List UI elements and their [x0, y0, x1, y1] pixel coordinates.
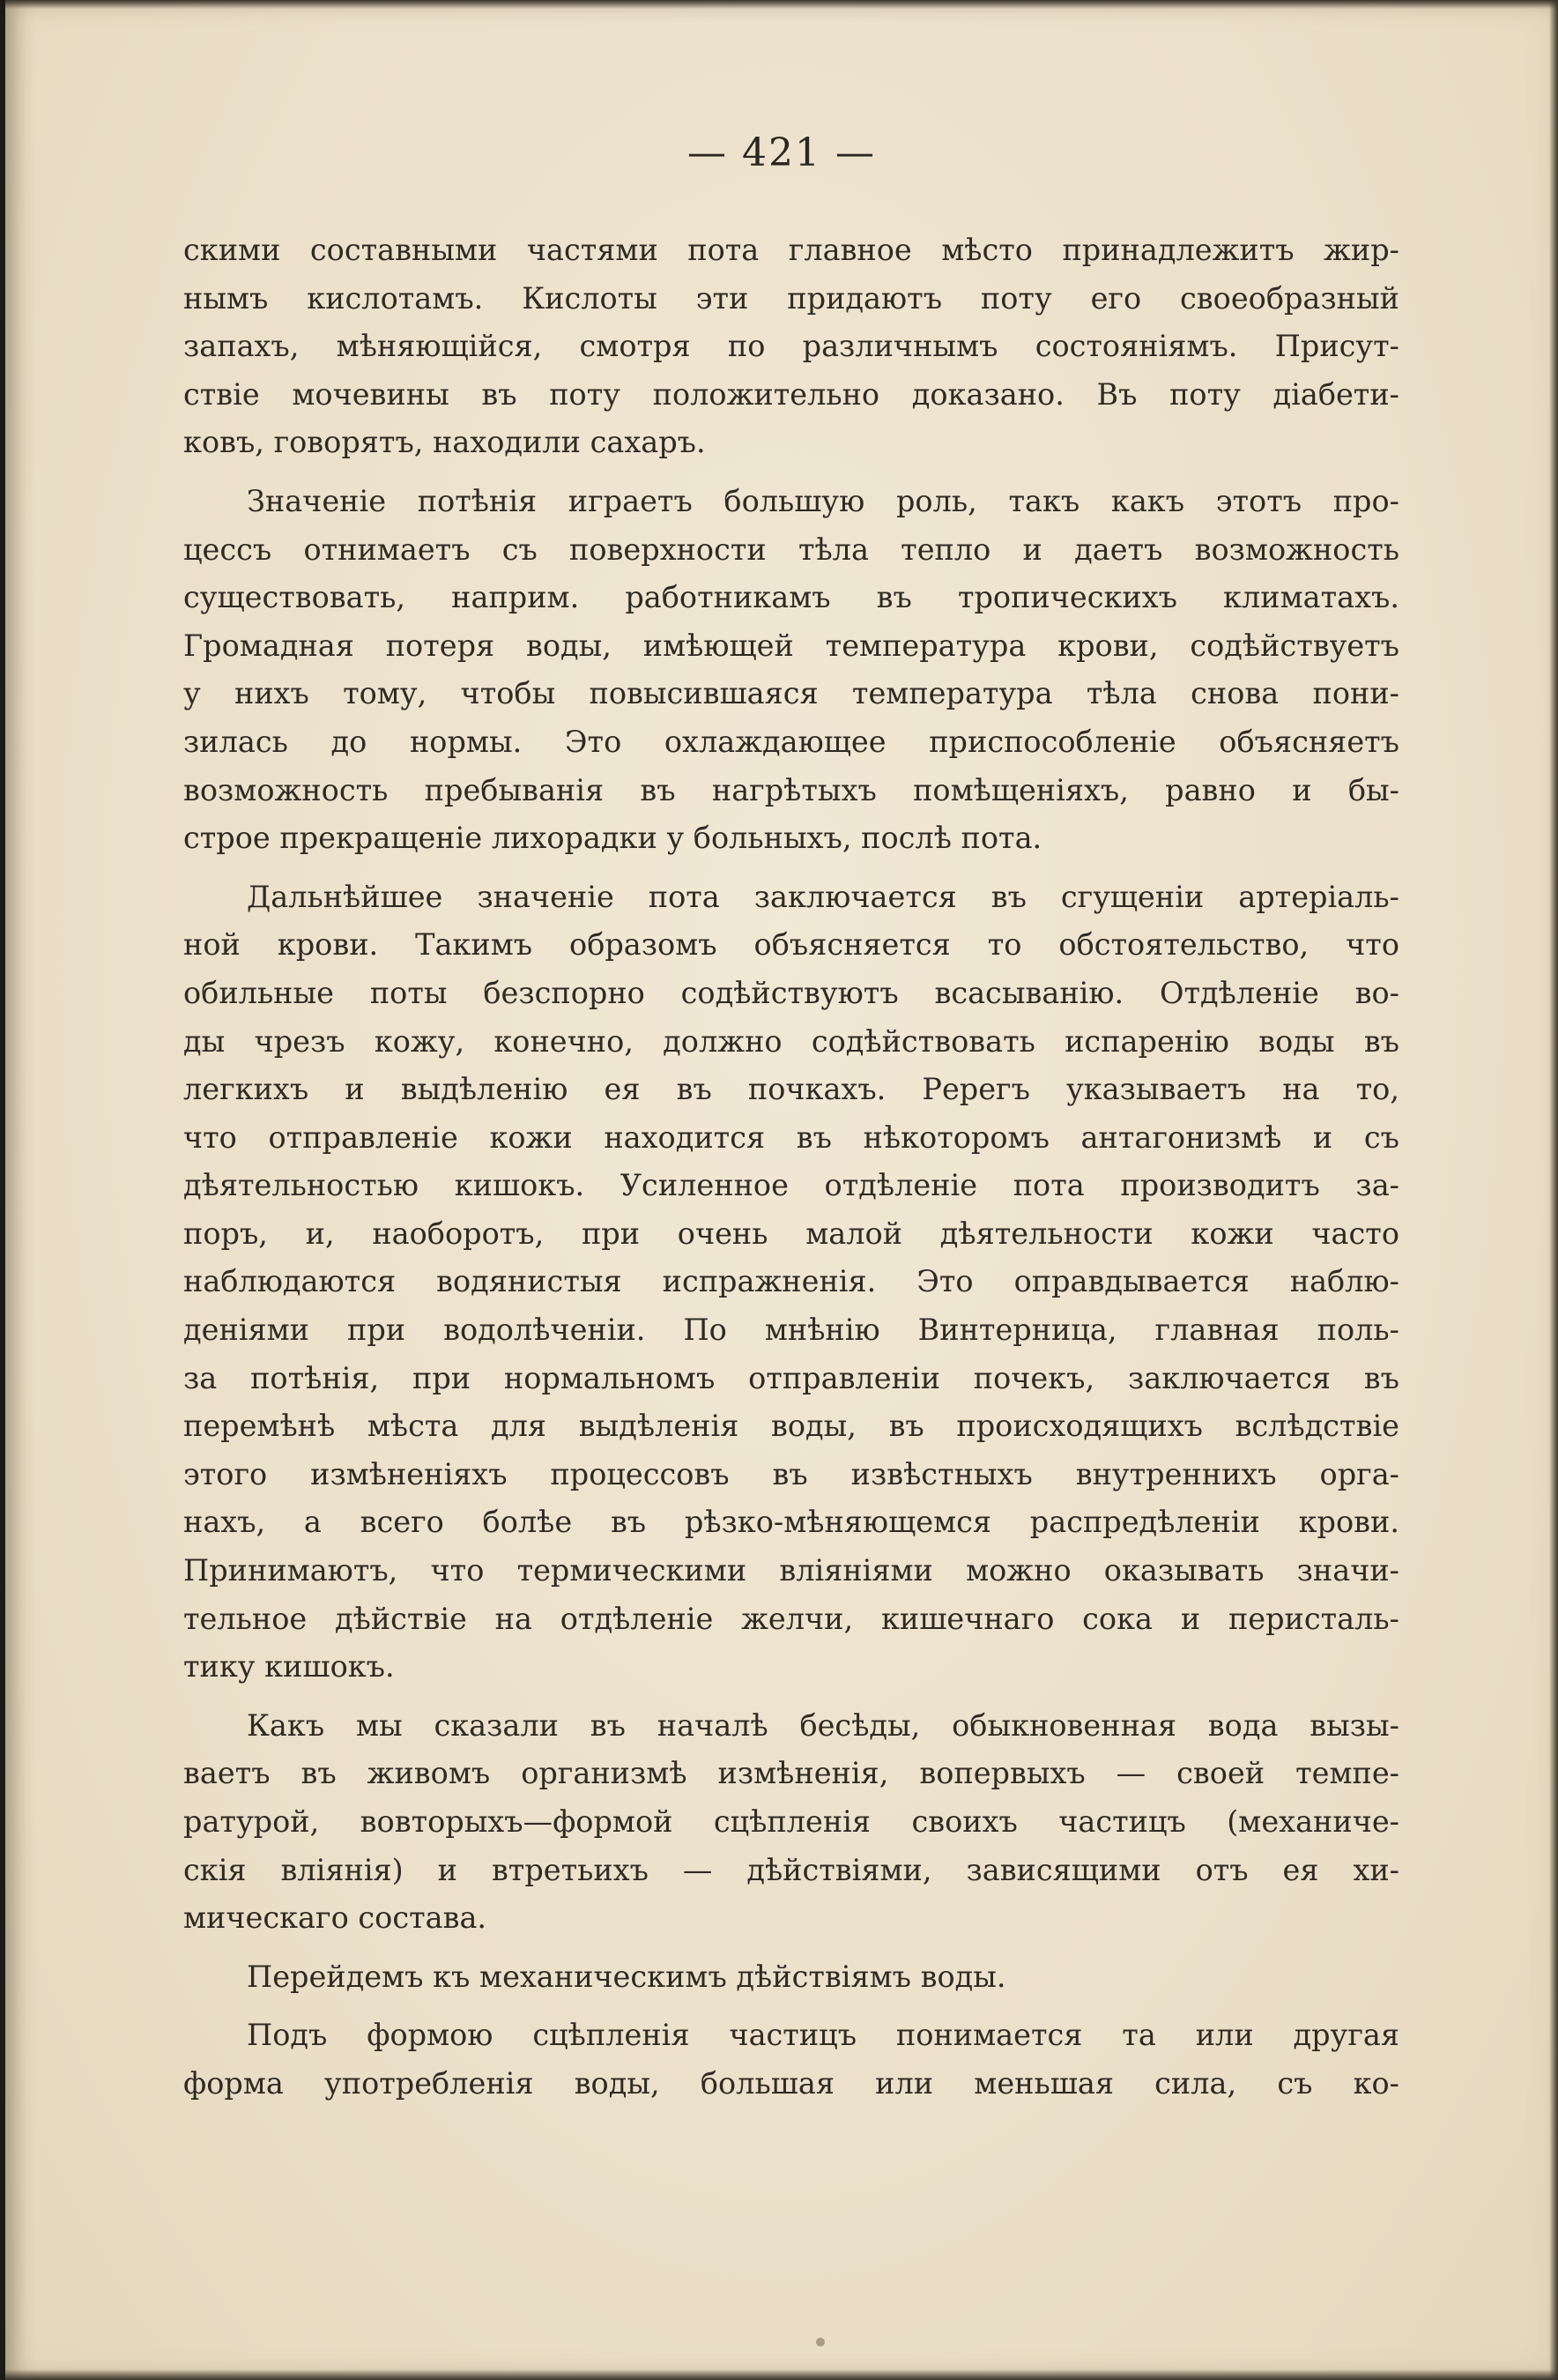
- paragraph-gap: [183, 863, 1399, 874]
- text-line: Принимаютъ, что термическими вліяніями можно оказывать значи-: [183, 1553, 1399, 1588]
- paragraph-gap: [183, 467, 1399, 478]
- text-line: ратурой, вовторыхъ—формой сцѣпленія своихъ частицъ (механиче-: [183, 1804, 1399, 1839]
- text-line: мическаго состава.: [183, 1900, 487, 1936]
- text-line: что отправленіе кожи находится въ нѣкоторомъ антагонизмѣ и съ: [183, 1119, 1399, 1155]
- text-line: скія вліянія) и втретьихъ — дѣйствіями, зависящими отъ ея хи-: [183, 1852, 1399, 1887]
- text-line: ной крови. Такимъ образомъ объясняется то обстоятельство, что: [183, 927, 1399, 963]
- paragraph-gap: [183, 1943, 1399, 1953]
- text-line: тельное дѣйствіе на отдѣленіе желчи, кишечнаго сока и перисталь-: [183, 1601, 1399, 1636]
- text-line: строе прекращеніе лихорадки у больныхъ, послѣ пота.: [183, 821, 1042, 856]
- text-line: запахъ, мѣняющійся, смотря по различнымъ состояніямъ. Присут-: [183, 329, 1399, 364]
- text-line: форма употребленія воды, большая или меньшая сила, съ ко-: [183, 2065, 1399, 2101]
- paragraph: [183, 1953, 1399, 2002]
- text-line: скими составными частями пота главное мѣсто принадлежитъ жир-: [183, 233, 1399, 267]
- scan-edge-right: [1549, 0, 1558, 2380]
- scan-edge-bottom: [5, 2369, 1558, 2380]
- text-line: существовать, наприм. работникамъ въ тропическихъ климатахъ.: [183, 580, 1399, 615]
- text-line: Перейдемъ къ механическимъ дѣйствіямъ воды.: [247, 1959, 1006, 1994]
- text-line: нымъ кислотамъ. Кислоты эти придаютъ поту его своеобразный: [183, 280, 1399, 316]
- scan-edge-top: [5, 0, 1558, 9]
- text-line: этого измѣненіяхъ процессовъ въ извѣстныхъ внутреннихъ орга-: [183, 1456, 1399, 1491]
- text-line: поръ, и, наоборотъ, при очень малой дѣятельности кожи часто: [183, 1216, 1399, 1251]
- text-line: Какъ мы сказали въ началѣ бесѣды, обыкновенная вода вызы-: [247, 1707, 1399, 1743]
- body-text: [183, 227, 1399, 2109]
- text-line: Подъ формою сцѣпленія частицъ понимается та или другая: [247, 2018, 1399, 2053]
- paragraph: [183, 1702, 1399, 1943]
- text-line: деніями при водолѣченіи. По мнѣнію Винтерница, главная поль-: [183, 1313, 1399, 1348]
- text-line: Громадная потеря воды, имѣющей температура крови, содѣйствуетъ: [183, 628, 1399, 663]
- paragraph: [183, 2012, 1399, 2108]
- text-line: возможность пребыванія въ нагрѣтыхъ помѣщеніяхъ, равно и бы-: [183, 772, 1399, 807]
- text-line: цессъ отнимаетъ съ поверхности тѣла тепло и даетъ возможность: [183, 532, 1399, 567]
- paragraph: [183, 227, 1399, 467]
- text-line: за потѣнія, при нормальномъ отправленіи почекъ, заключается въ: [183, 1360, 1399, 1395]
- paragraph: [183, 478, 1399, 863]
- text-line: зилась до нормы. Это охлаждающее приспособленіе объясняетъ: [183, 724, 1399, 759]
- book-page: [5, 0, 1558, 2380]
- page-number: — 421 —: [687, 130, 876, 175]
- text-line: ковъ, говорятъ, находили сахаръ.: [183, 425, 706, 460]
- text-line: нахъ, а всего болѣе въ рѣзко-мѣняющемся распредѣленіи крови.: [183, 1505, 1399, 1540]
- paragraph-gap: [183, 2001, 1399, 2012]
- text-line: обильные поты безспорно содѣйствуютъ всасыванію. Отдѣленіе во-: [183, 975, 1399, 1010]
- text-line: Дальнѣйшее значеніе пота заключается въ сгущеніи артеріаль-: [247, 879, 1399, 914]
- ink-spot: [816, 2338, 825, 2347]
- paragraph-gap: [183, 1692, 1399, 1702]
- text-line: Значеніе потѣнія играетъ большую роль, такъ какъ этотъ про-: [247, 483, 1399, 518]
- text-line: наблюдаются водянистыя испражненія. Это оправдывается наблю-: [183, 1264, 1399, 1299]
- text-line: тику кишокъ.: [183, 1649, 395, 1685]
- text-line: перемѣнѣ мѣста для выдѣленія воды, въ происходящихъ вслѣдствіе: [183, 1409, 1399, 1444]
- paragraph: [183, 874, 1399, 1692]
- text-line: дѣятельностью кишокъ. Усиленное отдѣленіе пота производитъ за-: [183, 1168, 1399, 1203]
- text-line: ды чрезъ кожу, конечно, должно содѣйствовать испаренію воды въ: [183, 1023, 1399, 1059]
- text-line: у нихъ тому, чтобы повысившаяся температура тѣла снова пони-: [183, 676, 1399, 711]
- text-line: ствіе мочевины въ поту положительно доказано. Въ поту діабети-: [183, 376, 1399, 412]
- text-line: легкихъ и выдѣленію ея въ почкахъ. Ререгъ указываетъ на то,: [183, 1072, 1399, 1107]
- text-line: ваетъ въ живомъ организмѣ измѣненія, вопервыхъ — своей темпе-: [183, 1756, 1399, 1791]
